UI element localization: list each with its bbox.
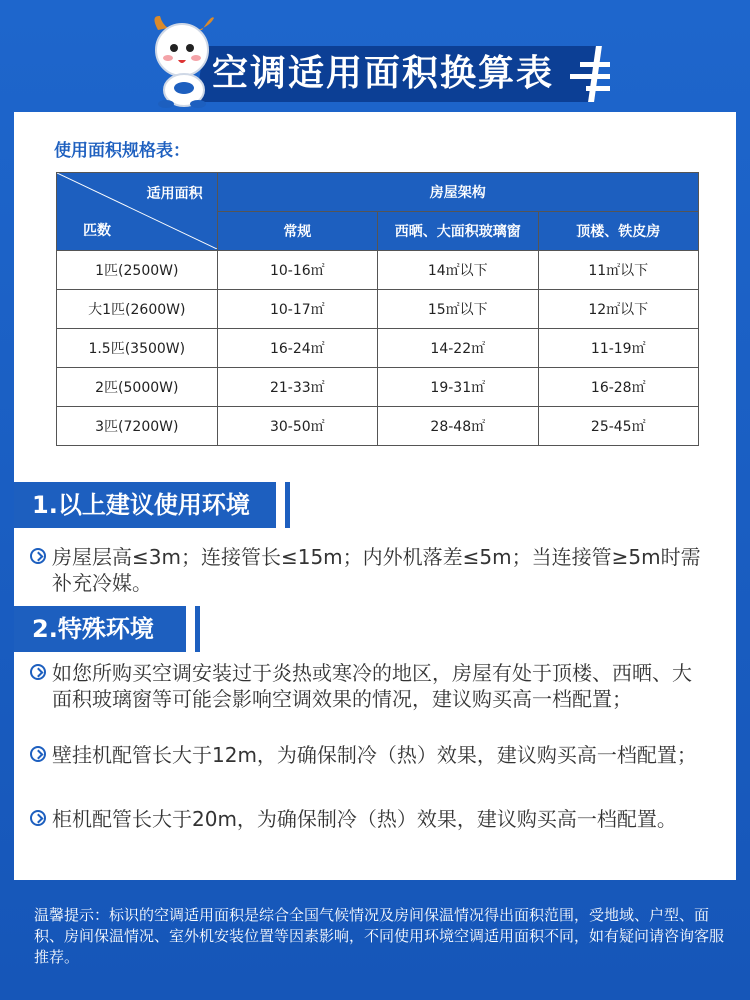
table-cell: 1匹(2500W) [57, 251, 218, 290]
section2-item [30, 806, 710, 832]
header [0, 0, 750, 115]
table-cell: 1.5匹(3500W) [57, 329, 218, 368]
spec-table [56, 172, 699, 446]
corner-bottom-label: 匹数 [83, 223, 111, 239]
table-cell: 16-24㎡ [217, 329, 377, 368]
table-cell: 11-19㎡ [538, 329, 699, 368]
table-row [57, 368, 699, 407]
table-row [57, 407, 699, 446]
section1-heading: 1.以上建议使用环境 [14, 482, 276, 528]
table-row [57, 329, 699, 368]
group-header: 房屋架构 [217, 173, 698, 212]
section1-item [30, 544, 710, 596]
table-cell: 3匹(7200W) [57, 407, 218, 446]
column-header: 西晒、大面积玻璃窗 [378, 212, 538, 251]
table-row [57, 251, 699, 290]
table-cell: 16-28㎡ [538, 368, 699, 407]
table-cell: 21-33㎡ [217, 368, 377, 407]
table-cell: 14㎡以下 [378, 251, 538, 290]
table-header-row [57, 173, 699, 212]
section2-heading: 2.特殊环境 [14, 606, 186, 652]
mascot-icon [140, 10, 230, 110]
table-cell: 30-50㎡ [217, 407, 377, 446]
table-cell: 15㎡以下 [378, 290, 538, 329]
bullet-arrow-icon [30, 548, 46, 564]
section2-item [30, 742, 710, 768]
table-caption: 使用面积规格表： [54, 141, 190, 161]
section2-item-text: 壁挂机配管长大于12m，为确保制冷（热）效果，建议购买高一档配置； [52, 743, 697, 767]
table-cell: 2匹(5000W) [57, 368, 218, 407]
table-cell: 大1匹(2600W) [57, 290, 218, 329]
section2-item [30, 660, 710, 712]
bullet-arrow-icon [30, 746, 46, 762]
speed-lines-icon [560, 58, 620, 98]
table-cell: 14-22㎡ [378, 329, 538, 368]
section1-item-text: 房屋层高≤3m；连接管长≤15m；内外机落差≤5m；当连接管≥5m时需补充冷媒。 [52, 545, 701, 595]
table-cell: 19-31㎡ [378, 368, 538, 407]
table-corner-cell [57, 173, 218, 251]
table-row [57, 290, 699, 329]
main-card [14, 112, 736, 880]
bullet-arrow-icon [30, 810, 46, 826]
table-cell: 10-16㎡ [217, 251, 377, 290]
column-header: 顶楼、铁皮房 [538, 212, 699, 251]
table-cell: 12㎡以下 [538, 290, 699, 329]
table-cell: 10-17㎡ [217, 290, 377, 329]
section2-item-text: 柜机配管长大于20m，为确保制冷（热）效果，建议购买高一档配置。 [52, 807, 677, 831]
bullet-arrow-icon [30, 664, 46, 680]
table-cell: 25-45㎡ [538, 407, 699, 446]
corner-top-label: 适用面积 [146, 186, 203, 202]
table-cell: 11㎡以下 [538, 251, 699, 290]
table-cell: 28-48㎡ [378, 407, 538, 446]
column-header: 常规 [217, 212, 377, 251]
footer-note: 温馨提示：标识的空调适用面积是综合全国气候情况及房间保温情况得出面积范围，受地域、户型、面积、房间保温情况、室外机安装位置等因素影响，不同使用环境空调适用面积不同，如有疑问请咨询客服推荐。 [34, 906, 725, 966]
page-title: 空调适用面积换算表 [212, 53, 555, 94]
section2-item-text: 如您所购买空调安装过于炎热或寒冷的地区，房屋有处于顶楼、西晒、大面积玻璃窗等可能会影响空调效果的情况，建议购买高一档配置； [52, 661, 692, 711]
